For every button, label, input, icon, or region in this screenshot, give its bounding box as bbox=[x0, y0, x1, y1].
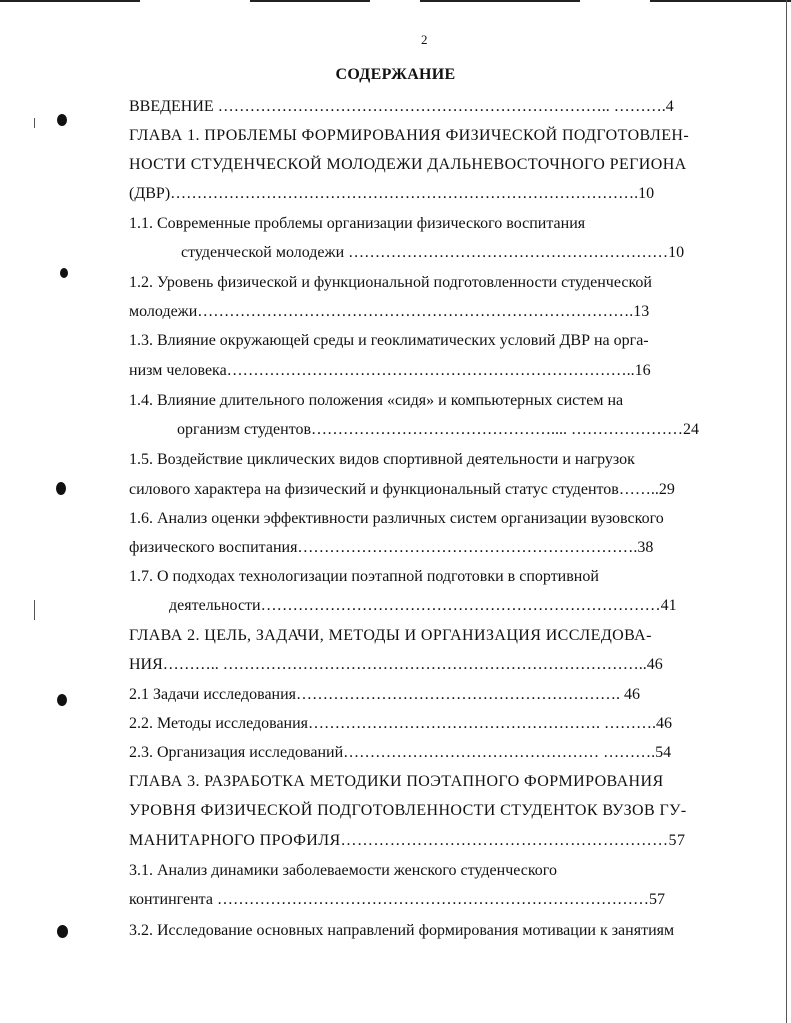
toc-line: 1.6. Анализ оценки эффективности различных систем организации вузовского bbox=[129, 510, 664, 527]
toc-line: ГЛАВА 3. РАЗРАБОТКА МЕТОДИКИ ПОЭТАПНОГО ФОРМИРОВАНИЯ bbox=[129, 773, 664, 790]
binder-hole bbox=[57, 925, 68, 938]
toc-line: ГЛАВА 1. ПРОБЛЕМЫ ФОРМИРОВАНИЯ ФИЗИЧЕСКОЙ ПОДГОТОВЛЕН- bbox=[129, 127, 690, 144]
toc-line: МАНИТАРНОГО ПРОФИЛЯ……………………………………………………57 bbox=[129, 832, 686, 849]
binder-hole bbox=[60, 268, 68, 278]
toc-line: 3.2. Исследование основных направлений формирования мотивации к занятиям bbox=[129, 922, 675, 939]
toc-line: НИЯ……….. ……………………………………………………………………..46 bbox=[129, 656, 663, 673]
toc-line: деятельности…………………………………………………………………41 bbox=[169, 597, 677, 614]
toc-line: УРОВНЯ ФИЗИЧЕСКОЙ ПОДГОТОВЛЕННОСТИ СТУДЕНТОК ВУЗОВ ГУ- bbox=[129, 802, 687, 819]
toc-line: физического воспитания……………………………………………………….38 bbox=[129, 539, 654, 556]
toc-line: молодежи……………………………………………………………………….13 bbox=[129, 303, 650, 320]
scan-top-edge bbox=[0, 0, 791, 3]
toc-line: 1.7. О подходах технологизации поэтапной подготовки в спортивной bbox=[129, 568, 599, 585]
page-number: 2 bbox=[421, 32, 428, 47]
scan-left-mark bbox=[34, 600, 35, 620]
scan-right-edge bbox=[786, 0, 787, 1023]
scan-left-mark bbox=[34, 118, 35, 128]
binder-hole bbox=[57, 694, 67, 706]
toc-line: 3.1. Анализ динамики заболеваемости женского студенческого bbox=[129, 862, 557, 879]
toc-line: (ДВР)…………………………………………………………………………….10 bbox=[129, 185, 655, 202]
toc-line: 2.3. Организация исследований………………………………………… ……….54 bbox=[129, 744, 672, 761]
toc-line: НОСТИ СТУДЕНЧЕСКОЙ МОЛОДЕЖИ ДАЛЬНЕВОСТОЧНОГО РЕГИОНА bbox=[129, 156, 687, 173]
toc-line: 2.1 Задачи исследования……………………………………………………. 46 bbox=[129, 686, 641, 703]
toc-line: низм человека…………………………………………………………………..16 bbox=[129, 362, 651, 379]
toc-line: 1.5. Воздействие циклических видов спортивной деятельности и нагрузок bbox=[129, 451, 635, 468]
toc-line: организм студентов……………………………………….... …………………24 bbox=[177, 421, 700, 438]
toc-line: контингента ………………………………………………………………………57 bbox=[129, 891, 665, 908]
binder-hole bbox=[57, 114, 67, 126]
page-title: СОДЕРЖАНИЕ bbox=[335, 66, 456, 83]
toc-line: ГЛАВА 2. ЦЕЛЬ, ЗАДАЧИ, МЕТОДЫ И ОРГАНИЗАЦИЯ ИССЛЕДОВА- bbox=[129, 627, 652, 644]
toc-line: ВВЕДЕНИЕ ……………………………………………………………….. ……….4 bbox=[129, 98, 674, 115]
binder-hole bbox=[56, 482, 66, 495]
toc-line: силового характера на физический и функциональный статус студентов……..29 bbox=[129, 481, 675, 498]
toc-line: 1.2. Уровень физической и функциональной подготовленности студенческой bbox=[129, 274, 652, 291]
toc-line: студенческой молодежи ……………………………………………………10 bbox=[181, 244, 685, 261]
toc-line: 1.3. Влияние окружающей среды и геоклиматических условий ДВР на орга- bbox=[129, 332, 649, 349]
toc-line: 2.2. Методы исследования………………………………………………. ……….46 bbox=[129, 715, 673, 732]
toc-line: 1.1. Современные проблемы организации физического воспитания bbox=[129, 215, 586, 232]
toc-line: 1.4. Влияние длительного положения «сидя» и компьютерных систем на bbox=[129, 392, 624, 409]
